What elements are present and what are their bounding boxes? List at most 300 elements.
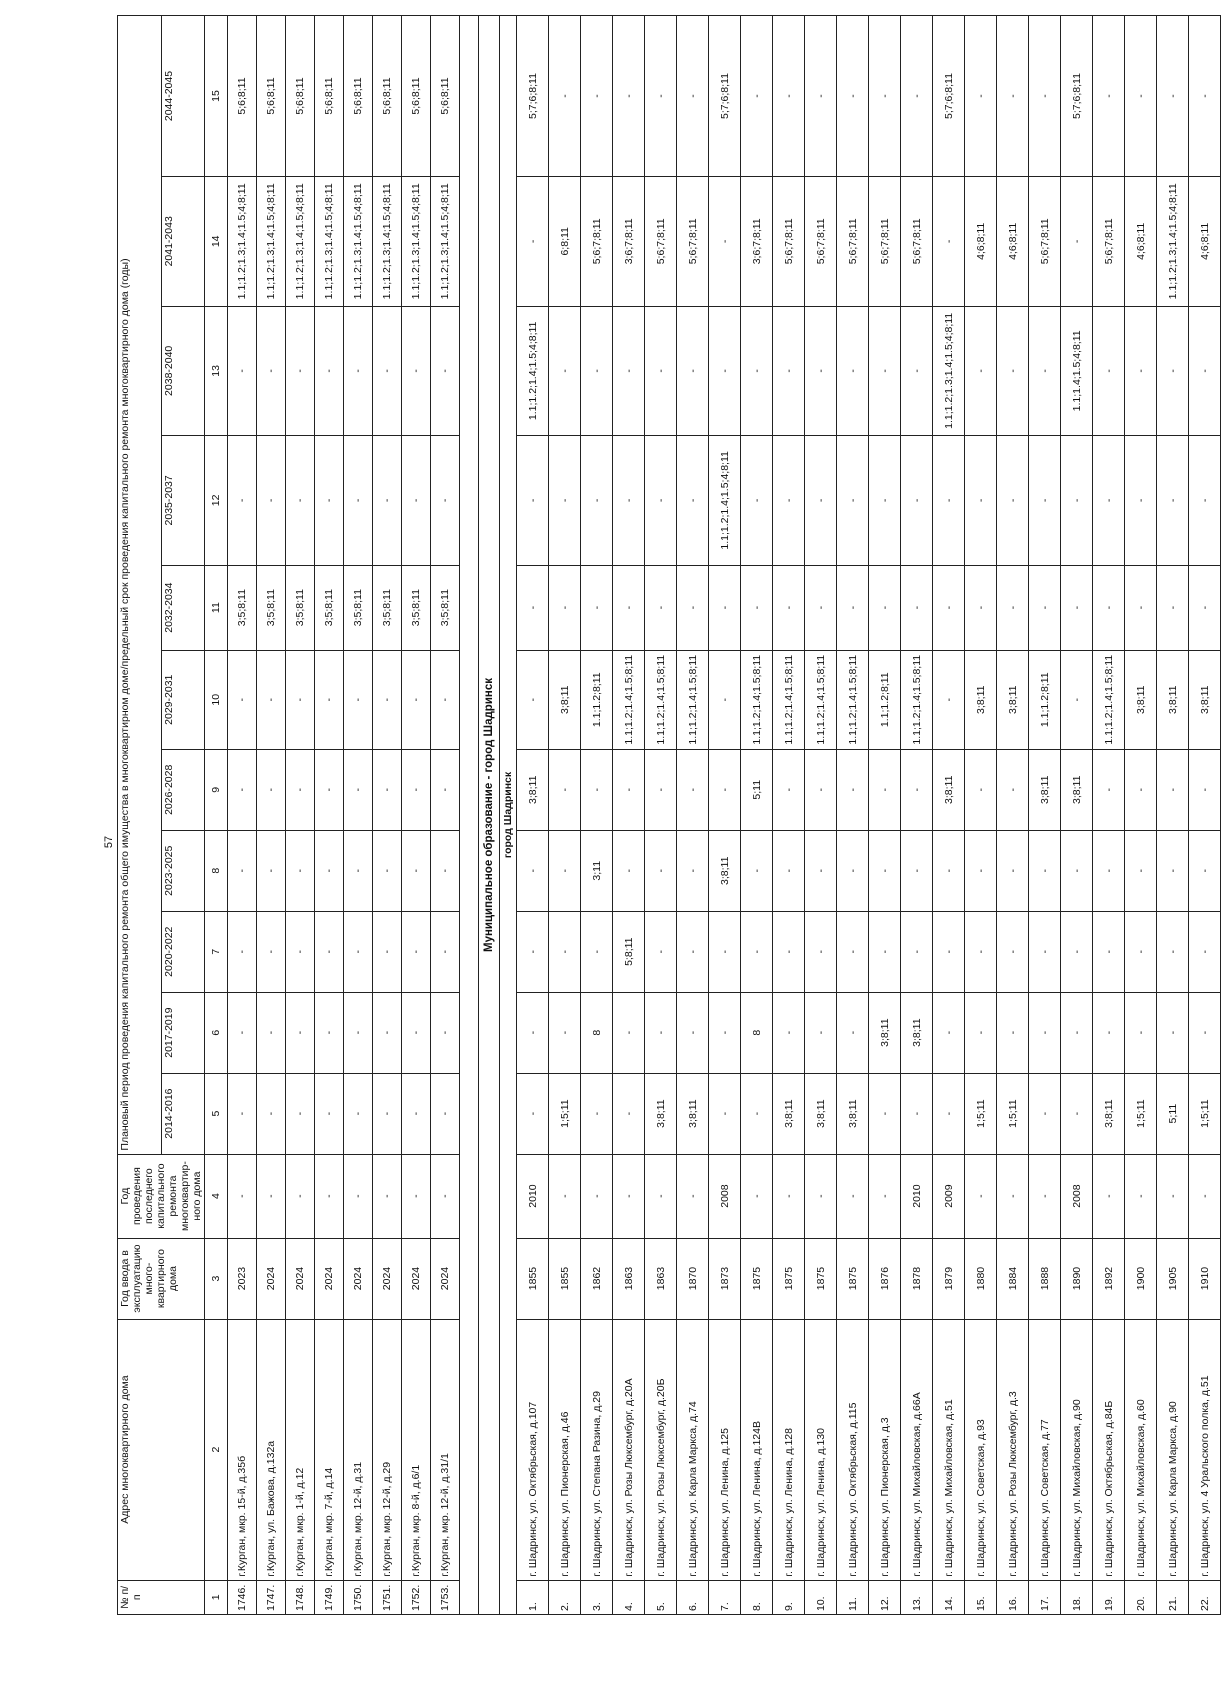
row-cell: 1.1;1.2;1.3;1.4;1.5;4;8;11 xyxy=(257,177,286,307)
row-cell: - xyxy=(1125,830,1157,911)
row-cell: - xyxy=(315,749,344,830)
row-cell: 5;6;7;8;11 xyxy=(581,177,613,307)
row-cell: - xyxy=(549,749,581,830)
row-cell: 2024 xyxy=(257,1238,286,1319)
row-number: 1748. xyxy=(286,1580,315,1614)
row-cell: - xyxy=(517,1073,549,1154)
row-cell: - xyxy=(677,911,709,992)
row-cell: - xyxy=(1125,1154,1157,1238)
row-cell: 1892 xyxy=(1093,1238,1125,1319)
row-cell: 5;6;8;11 xyxy=(431,16,460,177)
row-cell: 4;6;8;11 xyxy=(965,177,997,307)
row-cell: - xyxy=(1157,436,1189,566)
table-row xyxy=(581,16,613,1615)
row-cell: - xyxy=(613,992,645,1073)
row-number: 18. xyxy=(1061,1580,1093,1614)
row-cell: 1905 xyxy=(1157,1238,1189,1319)
row-cell: 5;11 xyxy=(1157,1073,1189,1154)
row-number: 3. xyxy=(581,1580,613,1614)
row-cell: - xyxy=(1061,830,1093,911)
row-cell: - xyxy=(1189,565,1221,650)
column-number: 8 xyxy=(205,830,228,911)
header-period: 2041-2043 xyxy=(161,177,205,307)
row-cell: - xyxy=(286,830,315,911)
row-cell: 3;6;7;8;11 xyxy=(613,177,645,307)
row-cell: - xyxy=(431,436,460,566)
row-cell: - xyxy=(373,306,402,436)
row-cell: - xyxy=(1093,1154,1125,1238)
row-cell: - xyxy=(286,650,315,749)
row-cell: - xyxy=(645,911,677,992)
row-cell: - xyxy=(677,565,709,650)
row-address: г. Шадринск, ул. Октябрьская, д.115 xyxy=(837,1319,869,1580)
row-cell: - xyxy=(741,16,773,177)
header-address: Адрес многоквартирного дома xyxy=(118,1319,205,1580)
row-cell: - xyxy=(315,992,344,1073)
row-cell: 1;5;11 xyxy=(965,1073,997,1154)
row-cell: - xyxy=(933,565,965,650)
row-cell: - xyxy=(1125,992,1157,1073)
table-row xyxy=(402,16,431,1615)
row-cell: - xyxy=(431,749,460,830)
row-number: 1746. xyxy=(228,1580,257,1614)
row-number: 1749. xyxy=(315,1580,344,1614)
row-cell: 1890 xyxy=(1061,1238,1093,1319)
row-cell: - xyxy=(1125,436,1157,566)
row-cell: 3;5;8;11 xyxy=(373,565,402,650)
row-cell: - xyxy=(431,306,460,436)
row-cell: 4;6;8;11 xyxy=(997,177,1029,307)
row-cell: 3;8;11 xyxy=(773,1073,805,1154)
row-cell: - xyxy=(933,650,965,749)
row-cell: - xyxy=(581,1154,613,1238)
row-address: г. Шадринск, ул. Карла Маркса, д.74 xyxy=(677,1319,709,1580)
row-cell: 5;6;8;11 xyxy=(373,16,402,177)
row-cell: - xyxy=(517,565,549,650)
row-number: 1753. xyxy=(431,1580,460,1614)
row-number: 11. xyxy=(837,1580,869,1614)
row-cell: - xyxy=(228,749,257,830)
table-row xyxy=(286,16,315,1615)
row-cell: - xyxy=(344,992,373,1073)
row-cell: - xyxy=(1157,830,1189,911)
row-cell: - xyxy=(1125,565,1157,650)
row-cell: - xyxy=(286,1154,315,1238)
row-cell: - xyxy=(805,1154,837,1238)
column-number: 1 xyxy=(205,1580,228,1614)
row-cell: - xyxy=(1093,992,1125,1073)
row-cell: 3;11 xyxy=(581,830,613,911)
row-cell: 2024 xyxy=(402,1238,431,1319)
row-cell: - xyxy=(228,911,257,992)
row-cell: 3;8;11 xyxy=(549,650,581,749)
row-cell: - xyxy=(965,1154,997,1238)
column-number: 3 xyxy=(205,1238,228,1319)
row-cell: - xyxy=(965,565,997,650)
row-cell: - xyxy=(933,177,965,307)
row-cell: 1862 xyxy=(581,1238,613,1319)
row-cell: - xyxy=(965,992,997,1073)
row-cell: - xyxy=(773,16,805,177)
row-cell: 3;8;11 xyxy=(997,650,1029,749)
row-cell: - xyxy=(257,306,286,436)
column-number: 13 xyxy=(205,306,228,436)
row-cell: - xyxy=(517,992,549,1073)
row-cell: - xyxy=(402,1073,431,1154)
column-number: 9 xyxy=(205,749,228,830)
row-cell: - xyxy=(997,16,1029,177)
row-cell: - xyxy=(773,1154,805,1238)
row-cell: - xyxy=(901,911,933,992)
row-cell: - xyxy=(1157,16,1189,177)
row-cell: 1879 xyxy=(933,1238,965,1319)
row-cell: - xyxy=(901,306,933,436)
row-address: г. Шадринск, ул. Михайловская, д.66А xyxy=(901,1319,933,1580)
row-cell: 3;8;11 xyxy=(965,650,997,749)
row-cell: - xyxy=(1029,1073,1061,1154)
row-cell: - xyxy=(344,1073,373,1154)
row-address: г.Курган, мкр. 12-й, д.31/1 xyxy=(431,1319,460,1580)
row-cell: - xyxy=(1125,306,1157,436)
row-number: 22. xyxy=(1189,1580,1221,1614)
row-cell: - xyxy=(901,565,933,650)
row-cell: 1855 xyxy=(549,1238,581,1319)
row-cell: - xyxy=(402,436,431,566)
row-cell: 5;6;8;11 xyxy=(344,16,373,177)
table-row xyxy=(773,16,805,1615)
row-address: г.Курган, мкр. 12-й, д.31 xyxy=(344,1319,373,1580)
row-cell: - xyxy=(613,306,645,436)
row-cell: - xyxy=(1189,436,1221,566)
row-address: г. Шадринск, ул. Розы Люксембург, д.20Б xyxy=(645,1319,677,1580)
row-cell: - xyxy=(1157,306,1189,436)
row-cell: - xyxy=(901,16,933,177)
row-cell: - xyxy=(965,911,997,992)
row-cell: - xyxy=(741,1073,773,1154)
header-last-repair: Год проведения последнего капитального ремонта многоквартир- ного дома xyxy=(118,1154,205,1238)
row-cell: - xyxy=(677,830,709,911)
row-cell: - xyxy=(228,306,257,436)
row-cell: 1910 xyxy=(1189,1238,1221,1319)
row-cell: - xyxy=(286,992,315,1073)
row-cell: - xyxy=(517,436,549,566)
row-cell: 1880 xyxy=(965,1238,997,1319)
column-number: 5 xyxy=(205,1073,228,1154)
row-address: г.Курган, мкр. 1-й, д.12 xyxy=(286,1319,315,1580)
row-cell: - xyxy=(431,992,460,1073)
row-cell: - xyxy=(549,565,581,650)
row-cell: 1.1;1.2;8;11 xyxy=(869,650,901,749)
row-cell: - xyxy=(741,436,773,566)
row-cell: 1.1;1.2;1.3;1.4;1.5;4;8;11 xyxy=(373,177,402,307)
row-cell: 5;6;7;8;11 xyxy=(1093,177,1125,307)
row-cell: - xyxy=(613,1154,645,1238)
row-cell: - xyxy=(709,650,741,749)
row-cell: - xyxy=(997,911,1029,992)
row-cell: - xyxy=(1189,1154,1221,1238)
row-cell: - xyxy=(373,830,402,911)
table-row xyxy=(645,16,677,1615)
column-number: 12 xyxy=(205,436,228,566)
row-cell: 1863 xyxy=(613,1238,645,1319)
row-cell: - xyxy=(431,911,460,992)
row-cell: - xyxy=(805,306,837,436)
row-cell: 1875 xyxy=(741,1238,773,1319)
row-cell: - xyxy=(997,830,1029,911)
row-address: г. Шадринск, ул. Михайловская, д.51 xyxy=(933,1319,965,1580)
row-cell: - xyxy=(901,1073,933,1154)
row-cell: 1.1;1.4;1.5;4;8;11 xyxy=(1061,306,1093,436)
row-address: г. Шадринск, ул. Карла Маркса, д.90 xyxy=(1157,1319,1189,1580)
row-cell: 3;5;8;11 xyxy=(286,565,315,650)
row-address: г. Шадринск, ул. Ленина, д.130 xyxy=(805,1319,837,1580)
row-cell: 5;6;7;8;11 xyxy=(869,177,901,307)
row-cell: - xyxy=(344,306,373,436)
row-cell: 5;6;7;8;11 xyxy=(645,177,677,307)
column-number: 6 xyxy=(205,992,228,1073)
row-cell: - xyxy=(645,565,677,650)
row-cell: - xyxy=(517,911,549,992)
row-cell: - xyxy=(1093,830,1125,911)
row-cell: - xyxy=(402,749,431,830)
row-number: 1750. xyxy=(344,1580,373,1614)
row-cell: - xyxy=(741,830,773,911)
row-cell: 1.1;1.2;1.3;1.4;1.5;4;8;11 xyxy=(228,177,257,307)
row-cell: - xyxy=(315,1073,344,1154)
row-cell: - xyxy=(965,436,997,566)
row-cell: 1.1;1.2;1.3;1.4;1.5;4;8;11 xyxy=(315,177,344,307)
row-cell: - xyxy=(1093,436,1125,566)
row-number: 1747. xyxy=(257,1580,286,1614)
row-cell: - xyxy=(431,1073,460,1154)
row-cell: - xyxy=(805,565,837,650)
row-cell: - xyxy=(613,436,645,566)
subsection-row xyxy=(500,16,517,1615)
column-number: 7 xyxy=(205,911,228,992)
row-cell: - xyxy=(228,1154,257,1238)
row-cell: - xyxy=(402,1154,431,1238)
row-number: 21. xyxy=(1157,1580,1189,1614)
table-row xyxy=(228,16,257,1615)
row-cell: - xyxy=(1029,992,1061,1073)
row-cell: 2010 xyxy=(517,1154,549,1238)
row-address: г. Шадринск, ул. Михайловская, д.60 xyxy=(1125,1319,1157,1580)
row-cell: 1.1;1.2;1.4;1.5;8;11 xyxy=(837,650,869,749)
table-row xyxy=(901,16,933,1615)
row-cell: - xyxy=(315,911,344,992)
row-cell: - xyxy=(645,306,677,436)
row-cell: - xyxy=(613,749,645,830)
row-cell: 3;8;11 xyxy=(869,992,901,1073)
table-row xyxy=(431,16,460,1615)
row-cell: - xyxy=(549,306,581,436)
row-cell: - xyxy=(709,1073,741,1154)
row-cell: 1875 xyxy=(837,1238,869,1319)
row-cell: - xyxy=(431,830,460,911)
row-cell: 8 xyxy=(741,992,773,1073)
row-cell: - xyxy=(1189,911,1221,992)
row-cell: - xyxy=(645,1154,677,1238)
header-year-built: Год ввода в эксплуатацию много- квартирного дома xyxy=(118,1238,205,1319)
row-cell: - xyxy=(373,749,402,830)
column-number: 15 xyxy=(205,16,228,177)
column-number: 11 xyxy=(205,565,228,650)
row-cell: - xyxy=(1029,830,1061,911)
row-address: г.Курган, мкр. 15-й, д.35б xyxy=(228,1319,257,1580)
row-cell: - xyxy=(257,650,286,749)
row-cell: 1.1;1.2;1.3;1.4;1.5;4;8;11 xyxy=(933,306,965,436)
row-cell: - xyxy=(773,830,805,911)
header-period: 2020-2022 xyxy=(161,911,205,992)
row-cell: - xyxy=(837,992,869,1073)
table-row xyxy=(997,16,1029,1615)
row-address: г. Шадринск, ул. Розы Люксембург, д.3 xyxy=(997,1319,1029,1580)
row-cell: 3;5;8;11 xyxy=(257,565,286,650)
row-cell: - xyxy=(228,650,257,749)
row-cell: - xyxy=(1157,749,1189,830)
row-cell: - xyxy=(869,565,901,650)
section-spacer xyxy=(460,16,479,1615)
table-row xyxy=(315,16,344,1615)
row-cell: 1875 xyxy=(805,1238,837,1319)
row-cell: 1.1;1.2;1.4;1.5;4;8;11 xyxy=(517,306,549,436)
row-cell: 1.1;1.2;1.4;1.5;8;11 xyxy=(613,650,645,749)
row-cell: - xyxy=(933,830,965,911)
row-address: г. Шадринск, ул. Советская, д.77 xyxy=(1029,1319,1061,1580)
row-cell: - xyxy=(709,565,741,650)
row-cell: - xyxy=(549,830,581,911)
row-cell: - xyxy=(344,749,373,830)
row-cell: 3;5;8;11 xyxy=(402,565,431,650)
row-cell: - xyxy=(1125,749,1157,830)
row-cell: 3;8;11 xyxy=(1061,749,1093,830)
row-cell: 1875 xyxy=(773,1238,805,1319)
row-cell: - xyxy=(581,1073,613,1154)
row-cell: - xyxy=(869,911,901,992)
table-row xyxy=(517,16,549,1615)
row-cell: - xyxy=(805,992,837,1073)
row-address: г. Шадринск, ул. 4 Уральского полка, д.51 xyxy=(1189,1319,1221,1580)
row-cell: - xyxy=(431,650,460,749)
row-cell: - xyxy=(805,436,837,566)
row-cell: 4;6;8;11 xyxy=(1189,177,1221,307)
row-cell: 1.1;1.2;1.4;1.5;8;11 xyxy=(805,650,837,749)
row-cell: 4;6;8;11 xyxy=(1125,177,1157,307)
row-cell: 2008 xyxy=(709,1154,741,1238)
row-cell: - xyxy=(997,749,1029,830)
row-cell: - xyxy=(1061,992,1093,1073)
row-cell: - xyxy=(741,306,773,436)
header-period: 2017-2019 xyxy=(161,992,205,1073)
row-cell: 5;6;7;8;11 xyxy=(901,177,933,307)
row-cell: - xyxy=(773,992,805,1073)
row-cell: - xyxy=(997,565,1029,650)
row-cell: - xyxy=(315,306,344,436)
row-cell: - xyxy=(1061,177,1093,307)
row-cell: - xyxy=(645,830,677,911)
row-cell: 3;8;11 xyxy=(901,992,933,1073)
row-cell: - xyxy=(1093,16,1125,177)
column-number: 4 xyxy=(205,1154,228,1238)
row-cell: - xyxy=(286,306,315,436)
row-cell: - xyxy=(965,830,997,911)
section-row xyxy=(479,16,500,1615)
row-cell: 1.1;1.2;8;11 xyxy=(1029,650,1061,749)
row-cell: 3;8;11 xyxy=(1125,650,1157,749)
row-cell: - xyxy=(257,436,286,566)
row-cell: - xyxy=(257,1154,286,1238)
row-cell: - xyxy=(869,16,901,177)
row-cell: - xyxy=(773,306,805,436)
table-row xyxy=(933,16,965,1615)
row-cell: 6;8;11 xyxy=(549,177,581,307)
row-number: 7. xyxy=(709,1580,741,1614)
row-cell: 1878 xyxy=(901,1238,933,1319)
column-number: 14 xyxy=(205,177,228,307)
capital-repair-register-table xyxy=(117,15,1221,1615)
row-address: г.Курган, ул. Бажова, д.132а xyxy=(257,1319,286,1580)
row-cell: - xyxy=(837,436,869,566)
row-cell: 5;6;8;11 xyxy=(286,16,315,177)
row-number: 10. xyxy=(805,1580,837,1614)
row-number: 8. xyxy=(741,1580,773,1614)
row-cell: 5;6;8;11 xyxy=(315,16,344,177)
header-period: 2023-2025 xyxy=(161,830,205,911)
row-cell: - xyxy=(997,992,1029,1073)
row-number: 5. xyxy=(645,1580,677,1614)
row-cell: - xyxy=(709,749,741,830)
row-cell: 2024 xyxy=(373,1238,402,1319)
row-cell: - xyxy=(965,306,997,436)
row-cell: - xyxy=(1189,16,1221,177)
row-cell: 3;8;11 xyxy=(517,749,549,830)
subsection-title: город Шадринск xyxy=(500,16,517,1615)
header-period: 2032-2034 xyxy=(161,565,205,650)
row-cell: - xyxy=(997,436,1029,566)
row-cell: - xyxy=(805,830,837,911)
row-cell: - xyxy=(933,911,965,992)
row-cell: - xyxy=(645,436,677,566)
row-cell: - xyxy=(869,436,901,566)
row-cell: - xyxy=(933,1073,965,1154)
row-cell: - xyxy=(581,749,613,830)
row-cell: - xyxy=(344,436,373,566)
column-number: 2 xyxy=(205,1319,228,1580)
row-cell: - xyxy=(581,306,613,436)
row-number: 16. xyxy=(997,1580,1029,1614)
row-cell: - xyxy=(517,177,549,307)
row-cell: 2009 xyxy=(933,1154,965,1238)
row-cell: - xyxy=(869,1154,901,1238)
row-cell: 1;5;11 xyxy=(1125,1073,1157,1154)
row-cell: 1888 xyxy=(1029,1238,1061,1319)
table-body xyxy=(205,16,1221,1615)
row-cell: - xyxy=(581,565,613,650)
row-cell: 2008 xyxy=(1061,1154,1093,1238)
row-number: 12. xyxy=(869,1580,901,1614)
row-cell: - xyxy=(286,1073,315,1154)
row-cell: - xyxy=(315,650,344,749)
row-cell: - xyxy=(1093,306,1125,436)
table-row xyxy=(1029,16,1061,1615)
row-cell: - xyxy=(613,565,645,650)
row-cell: - xyxy=(1029,306,1061,436)
row-cell: - xyxy=(869,1073,901,1154)
table-row xyxy=(965,16,997,1615)
row-number: 4. xyxy=(613,1580,645,1614)
row-cell: 5;7;6;8;11 xyxy=(517,16,549,177)
row-number: 2. xyxy=(549,1580,581,1614)
